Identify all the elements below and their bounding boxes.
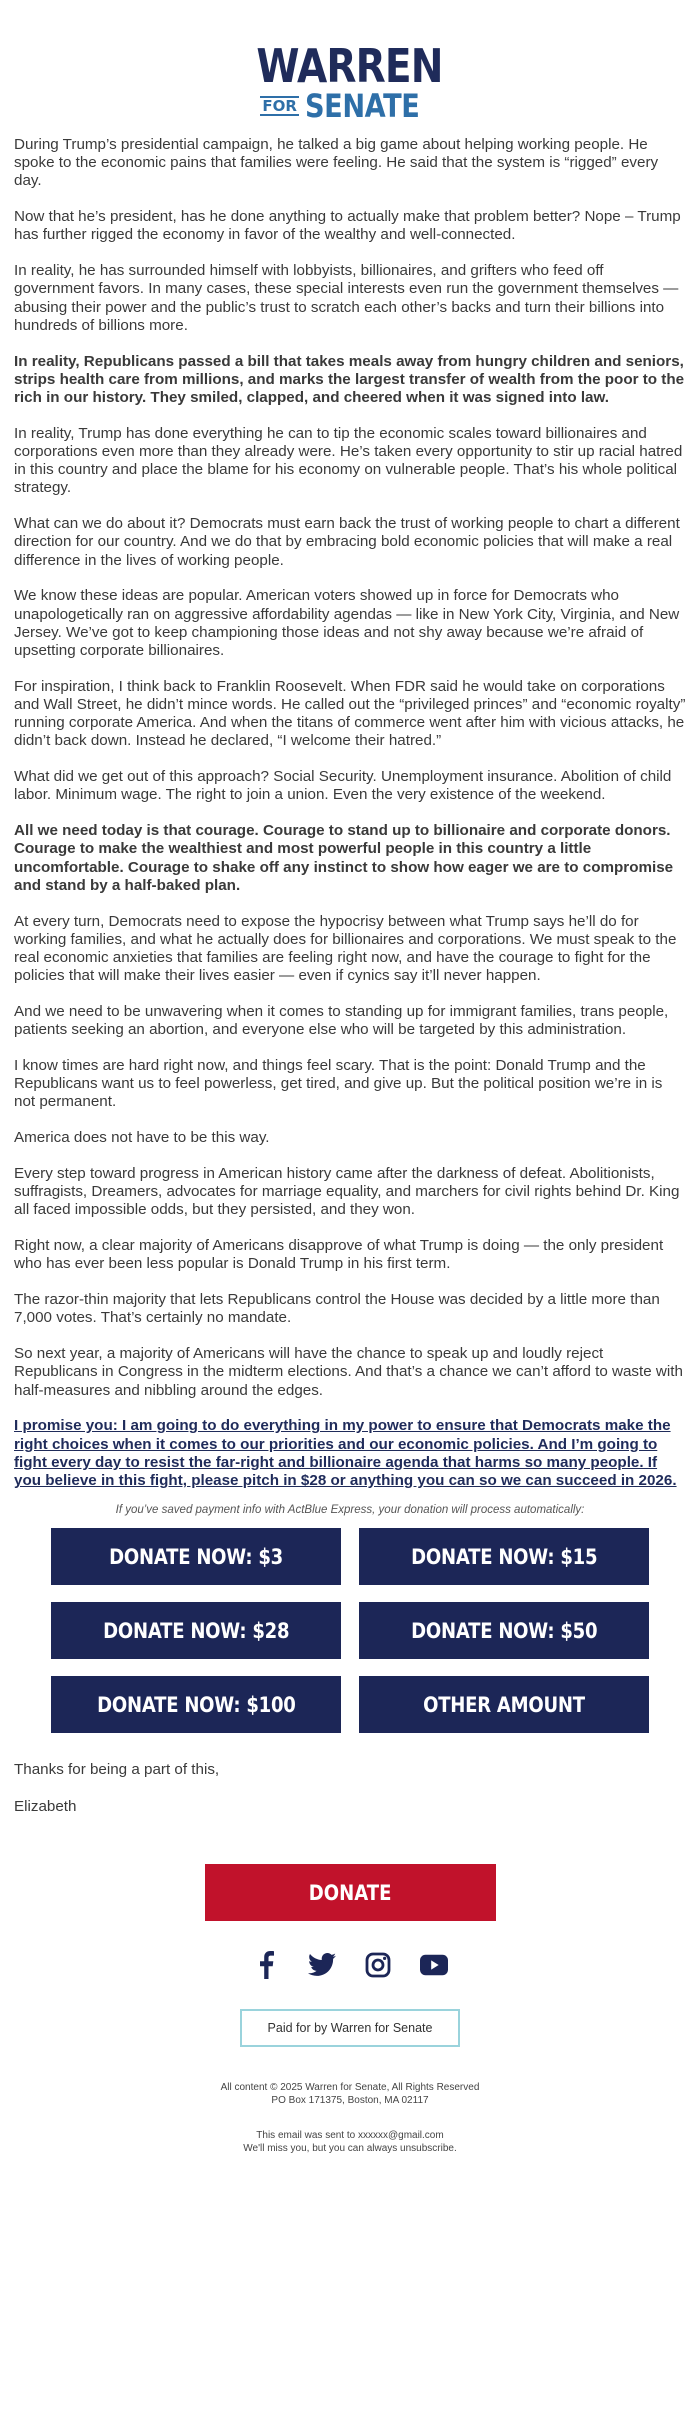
- body-paragraph: What did we get out of this approach? Social Security. Unemployment insurance. Abolition of child labor. Minimum wage. The right to join a union. Even the very existence of the weekend.: [14, 768, 672, 804]
- logo-container: [14, 0, 686, 136]
- footer-copyright: All content © 2025 Warren for Senate, All Rights Reserved: [220, 2082, 480, 2094]
- body-paragraph: What can we do about it? Democrats must earn back the trust of working people to chart a different direction for our country. And we do that by embracing bold economic policies that will make a real difference in the lives of working people.: [14, 515, 680, 569]
- footer-address: PO Box 171375, Boston, MA 02117: [271, 2095, 429, 2107]
- footer-sent-to: This email was sent to xxxxxx@gmail.com: [256, 2130, 444, 2142]
- body-paragraph: In reality, he has surrounded himself with lobbyists, billionaires, and grifters who feed off government favors. In many cases, these special interests even run the government themselves — abusing their power and the public’s trust to scratch each other’s backs and turn their billions into hundreds of billions more.: [14, 262, 679, 334]
- footer-legal: [14, 2081, 686, 2107]
- body-paragraph: We know these ideas are popular. American voters showed up in force for Democrats who unapologetically ran on aggressive affordability agendas — like in New York City, Virginia, and New Jersey. We’ve got to keep championing those ideas and not shy away because we’re afraid of upsetting corporate billionaires.: [14, 587, 680, 660]
- body-paragraph: Now that he’s president, has he done anything to actually make that problem better? Nope – Trump has further rigged the economy in favor of the wealthy and well-connected.: [14, 208, 681, 244]
- body-paragraph: So next year, a majority of Americans will have the chance to speak up and loudly reject Republicans in Congress in the midterm elections. And that’s a chance we can’t afford to waste with half-measures and nibbling around the edges.: [14, 1345, 683, 1399]
- footer-email-info: [14, 2129, 686, 2177]
- body-paragraph: For inspiration, I think back to Franklin Roosevelt. When FDR said he would take on corporations and Wall Street, he didn’t mince words. He called out the “privileged princes” and “economic royalty” running corporate America. And when the titans of commerce went after him with vicious attacks, he didn’t back down. Instead he declared, “I welcome their hatred.”: [14, 677, 686, 750]
- signoff-thanks: Thanks for being a part of this,: [14, 1761, 220, 1779]
- main-donate-button[interactable]: DONATE: [205, 1864, 496, 1921]
- logo-for: FOR: [262, 97, 297, 115]
- body-paragraph: At every turn, Democrats need to expose the hypocrisy between what Trump says he’ll do for working families, and what he actually does for billionaires and corporations. We must speak to the real economic anxieties that families are feeling right now, and have the courage to fight for the policies that will make their lives easier — even if cynics say it’ll never happen.: [14, 912, 677, 985]
- body-paragraph: And we need to be unwavering when it comes to standing up for immigrant families, trans people, patients seeking an abortion, and everyone else who will be targeted by this administration.: [14, 1003, 669, 1039]
- youtube-icon[interactable]: [420, 1951, 448, 1979]
- donate-28-button[interactable]: DONATE NOW: $28: [51, 1602, 341, 1659]
- body-paragraph: America does not have to be this way.: [14, 1129, 270, 1147]
- paid-for-notice: Paid for by Warren for Senate: [240, 2009, 460, 2047]
- actblue-note: If you’ve saved payment info with ActBlue Express, your donation will process automatically:: [115, 1504, 585, 1517]
- instagram-icon[interactable]: [364, 1951, 392, 1979]
- donate-3-button[interactable]: DONATE NOW: $3: [51, 1528, 341, 1585]
- email-body: [14, 136, 686, 1400]
- body-paragraph: All we need today is that courage. Courage to stand up to billionaire and corporate donors. Courage to make the wealthiest and most powerful people in this country a little uncomfortable. Courage to shake off any instinct to show how eager we are to compromise and stand by a half-baked plan.: [14, 822, 674, 894]
- body-paragraph: During Trump’s presidential campaign, he talked a big game about helping working people. He spoke to the economic pains that families were feeling. He said that the system is “rigged” every day.: [14, 136, 659, 190]
- warren-for-senate-logo[interactable]: [240, 39, 459, 125]
- signoff-name: Elizabeth: [14, 1798, 77, 1816]
- donate-100-button[interactable]: DONATE NOW: $100: [51, 1676, 341, 1733]
- body-paragraph: In reality, Trump has done everything he can to tip the economic scales toward billionaires and corporations even more than they already were. He’s taken every opportunity to stir up racial hatred in this country and place the blame for his economy on vulnerable people. That’s his whole political strategy.: [14, 424, 683, 497]
- donate-50-button[interactable]: DONATE NOW: $50: [359, 1602, 649, 1659]
- body-paragraph: The razor-thin majority that lets Republicans control the House was decided by a little more than 7,000 votes. That’s certainly no mandate.: [14, 1291, 660, 1327]
- twitter-icon[interactable]: [308, 1951, 336, 1979]
- logo-senate: SENATE: [304, 87, 420, 125]
- footer-unsubscribe[interactable]: We'll miss you, but you can always unsubscribe.: [243, 2143, 457, 2155]
- donate-15-button[interactable]: DONATE NOW: $15: [359, 1528, 649, 1585]
- donate-cta-link[interactable]: I promise you: I am going to do everything in my power to ensure that Democrats make the right choices when it comes to our priorities and our economic policies. And I’m going to fight every day to resist the far-right and billionaire agenda that harms so many people. If you believe in this fight, please pitch in $28 or anything you can so we can succeed in 2026.: [14, 1417, 677, 1490]
- body-paragraph: In reality, Republicans passed a bill that takes meals away from hungry children and seniors, strips health care from millions, and marks the largest transfer of wealth from the poor to the rich in our history. They smiled, clapped, and cheered when it was signed into law.: [14, 352, 685, 407]
- social-links: [14, 1951, 686, 1979]
- facebook-icon[interactable]: [252, 1951, 280, 1979]
- body-paragraph: I know times are hard right now, and things feel scary. That is the point: Donald Trump and the Republicans want us to feel powerless, get tired, and give up. But the political position we’re in is not permanent.: [14, 1057, 663, 1111]
- body-paragraph: Every step toward progress in American history came after the darkness of defeat. Abolitionists, suffragists, Dreamers, advocates for marriage equality, and marchers for civil rights behind Dr. King all faced impossible odds, but they persisted, and they won.: [14, 1165, 680, 1219]
- donate-button-grid: [14, 1528, 686, 1733]
- donate-other-amount-button[interactable]: OTHER AMOUNT: [359, 1676, 649, 1733]
- body-paragraph: Right now, a clear majority of Americans disapprove of what Trump is doing — the only president who has ever been less popular is Donald Trump in his first term.: [14, 1237, 664, 1273]
- logo-warren: WARREN: [256, 39, 444, 93]
